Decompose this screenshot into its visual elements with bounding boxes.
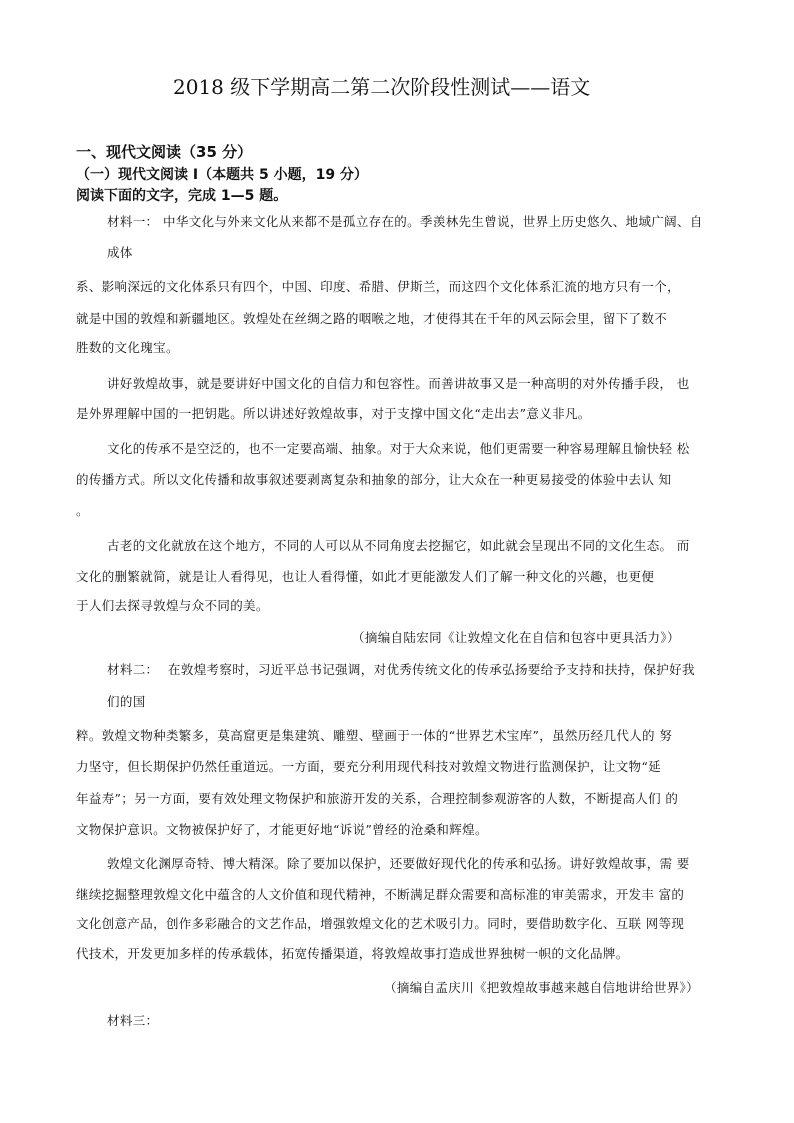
instruction: 阅读下面的文字，完成 1—5 题。 [76,188,288,204]
source-citation: （摘编自孟庆川《把敦煌故事越来越自信地讲给世界》） [384,980,700,995]
paragraph-line: 是外界理解中国的一把钥匙。所以讲述好敦煌故事，对于支撑中国文化“走出去”意义非凡。 [76,406,591,421]
material1-label: 材料一： [107,214,159,229]
paragraph-line: 讲好敦煌故事，就是要讲好中国文化的自信力和包容性。而善讲故事又是一种高明的对外传播手段， 也 [107,376,690,391]
paragraph-line: 于人们去探寻敦煌与众不同的美。 [76,598,269,613]
paragraph-line: 成体 [107,245,133,260]
paragraph-line: 敦煌文化渊厚奇特、博大精深。除了要加以保护，还要做好现代化的传承和弘扬。讲好敦煌故事，需 要 [107,856,690,871]
material3-label: 材料三： [107,1013,159,1028]
section-heading: 一、现代文阅读（35 分） [76,143,253,161]
paragraph-line: 文化创意产品，创作多彩融合的文艺作品，增强敦煌文化的艺术吸引力。同时，要借助数字化、互联 网等现 [76,916,685,931]
paragraph-line: 力坚守，但长期保护仍然任重道远。一方面，要充分利用现代科技对敦煌文物进行监测保护，让文物“延 [76,759,661,774]
paragraph-line: 胜数的文化瑰宝。 [76,340,179,355]
sub-heading: （一）现代文阅读 I（本题共 5 小题，19 分） [76,167,368,183]
paragraph-line: 中华文化与外来文化从来都不是孤立存在的。季羡林先生曾说，世界上历史悠久、地域广阔、自 [163,214,703,229]
paragraph-line: 代技术，开发更加多样的传承载体，拓宽传播渠道，将敦煌故事打造成世界独树一帜的文化品牌。 [76,946,629,961]
paragraph-line: 在敦煌考察时，习近平总书记强调，对优秀传统文化的传承弘扬要给予支持和扶持，保护好我 [168,662,695,677]
source-citation: （摘编自陆宏同《让敦煌文化在自信和包容中更具活力》） [352,630,680,645]
material2-label: 材料二： [107,662,159,677]
paragraph-line: 粹。敦煌文物种类繁多，莫高窟更是集建筑、雕塑、壁画于一体的“世界艺术宝库”，虽然历经几代人的 努 [76,728,673,743]
paragraph-line: 系、影响深远的文化体系只有四个，中国、印度、希腊、伊斯兰，而这四个文化体系汇流的地方只有一个， [76,279,680,294]
paragraph-line: 文物保护意识。文物被保护好了，才能更好地“诉说”曾经的沧桑和辉煌。 [76,822,488,837]
paragraph-line: 古老的文化就放在这个地方，不同的人可以从不同角度去挖掘它，如此就会呈现出不同的文化生态。 而 [107,538,690,553]
paragraph-line: 年益寿”；另一方面，要有效处理文物保护和旅游开发的关系，合理控制参观游客的人数，不断提高人们 的 [76,791,679,806]
exam-title: 2018 级下学期高二第二次阶段性测试——语文 [173,75,591,99]
paragraph-line: 就是中国的敦煌和新疆地区。敦煌处在丝绸之路的咽喉之地，才使得其在千年的风云际会里，留下了数不 [76,311,668,326]
paragraph-line: 的传播方式。所以文化传播和故事叙述要剥离复杂和抽象的部分，让大众在一种更易接受的体验中去认 知 [76,472,672,487]
paragraph-line: 继续挖掘整理敦煌文化中蕴含的人文价值和现代精神，不断满足群众需要和高标准的审美需求，开发丰 富的 [76,887,685,902]
paragraph-line: 文化的传承不是空泛的，也不一定要高端、抽象。对于大众来说，他们更需要一种容易理解且愉快轻 松 [107,441,690,456]
paragraph-line: 文化的删繁就简，就是让人看得见，也让人看得懂，如此才更能激发人们了解一种文化的兴趣，也更便 [76,569,655,584]
paragraph-line: 们的国 [107,694,146,709]
paragraph-line: 。 [76,503,89,518]
